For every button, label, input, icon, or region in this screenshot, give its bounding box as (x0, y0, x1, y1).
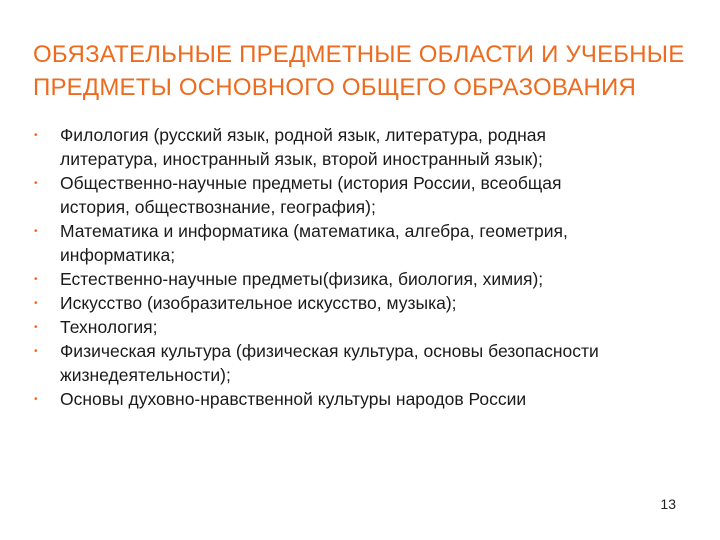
subject-list (34, 123, 694, 411)
list-item-line: Технология; (60, 317, 158, 337)
list-item-line: литература, иностранный язык, второй иностранный язык); (60, 149, 543, 169)
list-item-line: Математика и информатика (математика, алгебра, геометрия, (60, 221, 568, 241)
list-item (34, 339, 694, 387)
list-item (34, 267, 694, 291)
list-item-line: Искусство (изобразительное искусство, музыка); (60, 293, 457, 313)
list-item-line: Общественно-научные предметы (история России, всеобщая (60, 173, 562, 193)
list-item (34, 291, 694, 315)
bullet-icon: • (34, 130, 38, 141)
slide-title (33, 38, 703, 104)
list-item (34, 171, 694, 219)
list-item (34, 315, 694, 339)
list-item (34, 387, 694, 411)
list-item-line: Основы духовно-нравственной культуры народов России (60, 389, 527, 409)
bullet-icon: • (34, 394, 38, 405)
bullet-icon: • (34, 226, 38, 237)
slide-title-line: ОБЯЗАТЕЛЬНЫЕ ПРЕДМЕТНЫЕ ОБЛАСТИ И УЧЕБНЫЕ (33, 41, 685, 68)
list-item-line: Естественно-научные предметы(физика, биология, химия); (60, 269, 544, 289)
list-item-line: информатика; (60, 245, 176, 265)
bullet-icon: • (34, 346, 38, 357)
bullet-icon: • (34, 178, 38, 189)
bullet-icon: • (34, 298, 38, 309)
bullet-icon: • (34, 322, 38, 333)
list-item-line: Филология (русский язык, родной язык, литература, родная (60, 125, 546, 145)
list-item-line: история, обществознание, география); (60, 197, 376, 217)
list-item (34, 123, 694, 171)
list-item-line: Физическая культура (физическая культура, основы безопасности (60, 341, 599, 361)
list-item (34, 219, 694, 267)
list-item-line: жизнедеятельности); (60, 365, 231, 385)
bullet-icon: • (34, 274, 38, 285)
slide-title-line: ПРЕДМЕТЫ ОСНОВНОГО ОБЩЕГО ОБРАЗОВАНИЯ (33, 74, 636, 101)
page-number: 13 (660, 496, 676, 512)
